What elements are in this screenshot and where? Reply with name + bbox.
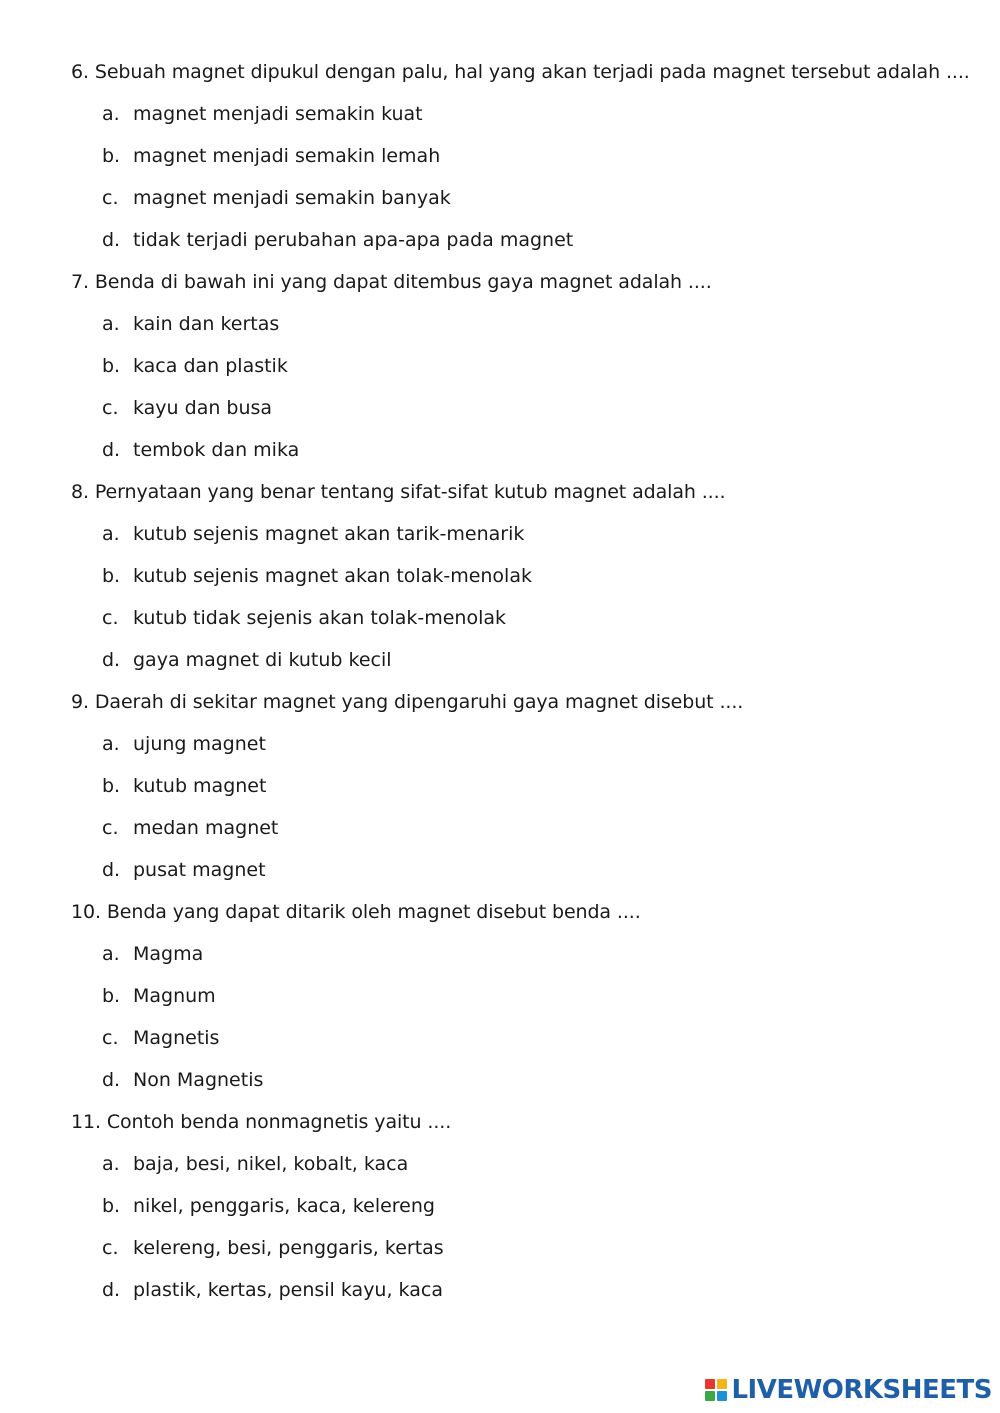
option-a[interactable] bbox=[71, 940, 971, 968]
option-letter: d. bbox=[102, 439, 121, 461]
option-text: baja, besi, nikel, kobalt, kaca bbox=[133, 1153, 409, 1175]
option-letter: c. bbox=[102, 817, 119, 839]
option-c[interactable] bbox=[71, 394, 971, 422]
option-b[interactable] bbox=[71, 982, 971, 1010]
logo-square-red bbox=[705, 1379, 715, 1389]
option-letter: c. bbox=[102, 607, 119, 629]
option-list bbox=[71, 520, 971, 674]
option-letter: d. bbox=[102, 1069, 121, 1091]
option-d[interactable] bbox=[71, 646, 971, 674]
option-letter: a. bbox=[102, 733, 120, 755]
option-letter: d. bbox=[102, 229, 121, 251]
option-text: Non Magnetis bbox=[133, 1069, 264, 1091]
question-text: 10. Benda yang dapat ditarik oleh magnet disebut benda .... bbox=[71, 901, 641, 923]
option-letter: d. bbox=[102, 1279, 121, 1301]
question-8 bbox=[71, 478, 971, 674]
option-a[interactable] bbox=[71, 310, 971, 338]
option-c[interactable] bbox=[71, 1234, 971, 1262]
option-text: nikel, penggaris, kaca, kelereng bbox=[133, 1195, 435, 1217]
logo-square-green bbox=[705, 1391, 715, 1401]
option-list bbox=[71, 1150, 971, 1304]
option-d[interactable] bbox=[71, 856, 971, 884]
logo-square-yellow bbox=[717, 1379, 727, 1389]
option-b[interactable] bbox=[71, 562, 971, 590]
question-text: 11. Contoh benda nonmagnetis yaitu .... bbox=[71, 1111, 452, 1133]
question-text: 8. Pernyataan yang benar tentang sifat-sifat kutub magnet adalah .... bbox=[71, 481, 726, 503]
question-9 bbox=[71, 688, 971, 884]
option-letter: b. bbox=[102, 985, 121, 1007]
option-text: kayu dan busa bbox=[133, 397, 273, 419]
option-d[interactable] bbox=[71, 436, 971, 464]
option-letter: d. bbox=[102, 859, 121, 881]
option-d[interactable] bbox=[71, 226, 971, 254]
option-letter: b. bbox=[102, 355, 121, 377]
option-c[interactable] bbox=[71, 1024, 971, 1052]
option-letter: b. bbox=[102, 1195, 121, 1217]
option-c[interactable] bbox=[71, 184, 971, 212]
option-text: magnet menjadi semakin banyak bbox=[133, 187, 451, 209]
option-letter: a. bbox=[102, 313, 120, 335]
option-a[interactable] bbox=[71, 1150, 971, 1178]
option-letter: a. bbox=[102, 103, 120, 125]
option-text: magnet menjadi semakin lemah bbox=[133, 145, 441, 167]
liveworksheets-logo-icon bbox=[705, 1379, 727, 1401]
logo-square-blue bbox=[717, 1391, 727, 1401]
option-text: medan magnet bbox=[133, 817, 279, 839]
option-letter: a. bbox=[102, 1153, 120, 1175]
option-text: Magnum bbox=[133, 985, 216, 1007]
question-6 bbox=[71, 58, 971, 254]
option-letter: b. bbox=[102, 775, 121, 797]
option-text: kutub sejenis magnet akan tolak-menolak bbox=[133, 565, 532, 587]
option-letter: c. bbox=[102, 397, 119, 419]
option-letter: a. bbox=[102, 943, 120, 965]
option-letter: c. bbox=[102, 1027, 119, 1049]
worksheet bbox=[71, 58, 971, 1318]
option-text: kutub magnet bbox=[133, 775, 267, 797]
question-text: 9. Daerah di sekitar magnet yang dipengaruhi gaya magnet disebut .... bbox=[71, 691, 744, 713]
option-list bbox=[71, 310, 971, 464]
option-b[interactable] bbox=[71, 772, 971, 800]
option-b[interactable] bbox=[71, 142, 971, 170]
option-text: plastik, kertas, pensil kayu, kaca bbox=[133, 1279, 443, 1301]
option-a[interactable] bbox=[71, 520, 971, 548]
option-text: gaya magnet di kutub kecil bbox=[133, 649, 392, 671]
option-list bbox=[71, 100, 971, 254]
option-a[interactable] bbox=[71, 100, 971, 128]
option-list bbox=[71, 730, 971, 884]
brand-text: LIVEWORKSHEETS bbox=[731, 1375, 992, 1405]
option-b[interactable] bbox=[71, 352, 971, 380]
question-11 bbox=[71, 1108, 971, 1304]
option-text: tidak terjadi perubahan apa-apa pada magnet bbox=[133, 229, 574, 251]
option-letter: d. bbox=[102, 649, 121, 671]
question-text: 6. Sebuah magnet dipukul dengan palu, hal yang akan terjadi pada magnet tersebut adalah .... bbox=[71, 61, 970, 83]
option-text: magnet menjadi semakin kuat bbox=[133, 103, 423, 125]
option-list bbox=[71, 940, 971, 1094]
option-a[interactable] bbox=[71, 730, 971, 758]
option-d[interactable] bbox=[71, 1066, 971, 1094]
option-text: kutub sejenis magnet akan tarik-menarik bbox=[133, 523, 525, 545]
option-text: Magma bbox=[133, 943, 204, 965]
option-c[interactable] bbox=[71, 604, 971, 632]
option-text: pusat magnet bbox=[133, 859, 266, 881]
question-text: 7. Benda di bawah ini yang dapat ditembus gaya magnet adalah .... bbox=[71, 271, 712, 293]
option-letter: b. bbox=[102, 145, 121, 167]
option-letter: a. bbox=[102, 523, 120, 545]
option-c[interactable] bbox=[71, 814, 971, 842]
option-d[interactable] bbox=[71, 1276, 971, 1304]
option-text: kelereng, besi, penggaris, kertas bbox=[133, 1237, 444, 1259]
option-text: tembok dan mika bbox=[133, 439, 300, 461]
option-text: ujung magnet bbox=[133, 733, 266, 755]
option-letter: b. bbox=[102, 565, 121, 587]
option-letter: c. bbox=[102, 187, 119, 209]
question-7 bbox=[71, 268, 971, 464]
option-text: kutub tidak sejenis akan tolak-menolak bbox=[133, 607, 507, 629]
option-letter: c. bbox=[102, 1237, 119, 1259]
option-b[interactable] bbox=[71, 1192, 971, 1220]
liveworksheets-brand[interactable] bbox=[705, 1375, 992, 1405]
option-text: kaca dan plastik bbox=[133, 355, 288, 377]
question-10 bbox=[71, 898, 971, 1094]
option-text: kain dan kertas bbox=[133, 313, 280, 335]
option-text: Magnetis bbox=[133, 1027, 220, 1049]
